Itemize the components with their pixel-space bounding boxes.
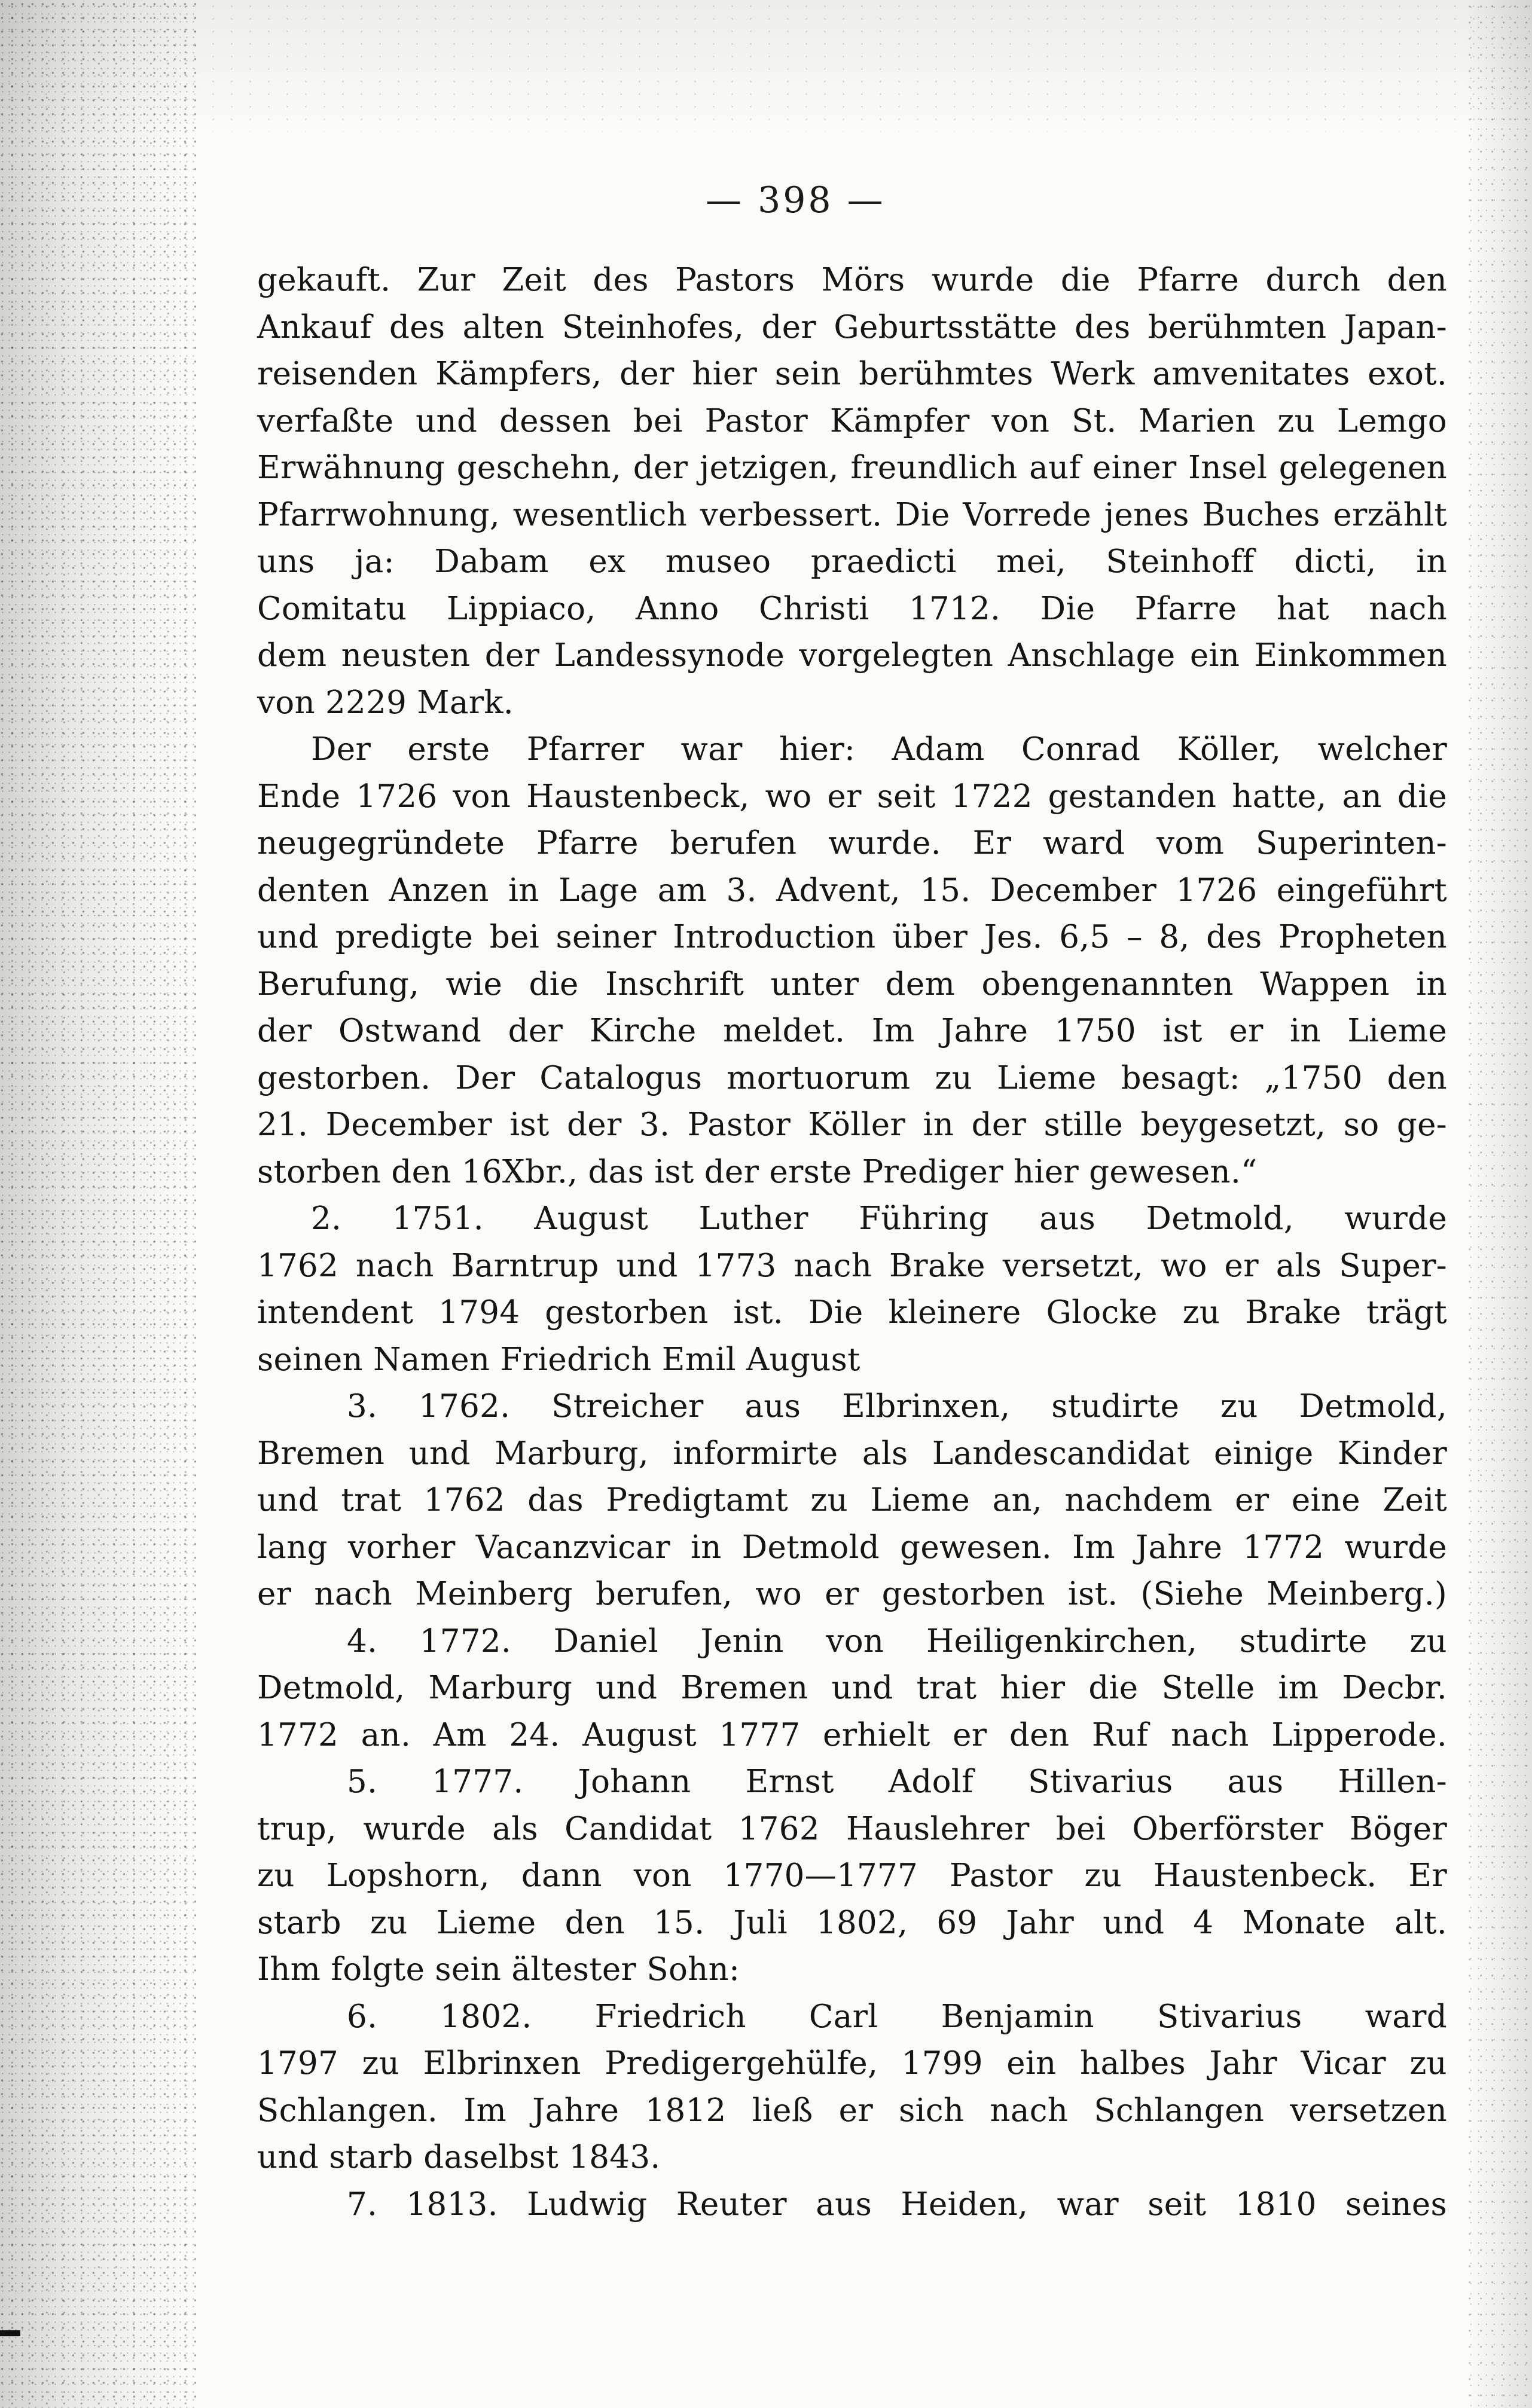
text-line: 1772 an. Am 24. August 1777 erhielt er den Ruf nach Lipperode. [257, 1716, 1447, 1753]
body-text [257, 257, 1447, 2228]
page-number-header: — 398 — [706, 179, 886, 221]
text-line: 6. 1802. Friedrich Carl Benjamin Stivarius ward [347, 1998, 1447, 2035]
scan-noise-top [0, 0, 1532, 132]
text-line: 4. 1772. Daniel Jenin von Heiligenkirchen, studirte zu [347, 1622, 1447, 1660]
text-line: und predigte bei seiner Introduction über Jes. 6,5 – 8, des Propheten [257, 919, 1447, 955]
text-line: reisenden Kämpfers, der hier sein berühmtes Werk amvenitates exot. [257, 356, 1447, 392]
scan-noise-right [1466, 0, 1532, 2408]
scan-corner-mark [0, 2330, 20, 2336]
text-line: Schlangen. Im Jahre 1812 ließ er sich nach Schlangen versetzen [257, 2092, 1447, 2129]
text-line: uns ja: Dabam ex museo praedicti mei, Steinhoff dicti, in [257, 543, 1447, 580]
text-line: der Ostwand der Kirche meldet. Im Jahre 1750 ist er in Lieme [257, 1013, 1447, 1049]
text-line: verfaßte und dessen bei Pastor Kämpfer von St. Marien zu Lemgo [257, 402, 1447, 439]
text-line: Detmold, Marburg und Bremen und trat hier die Stelle im Decbr. [257, 1670, 1447, 1706]
text-line: dem neusten der Landessynode vorgelegten Anschlage ein Einkommen [257, 637, 1447, 674]
text-line: Pfarrwohnung, wesentlich verbessert. Die Vorrede jenes Buches erzählt [257, 496, 1447, 533]
text-line: seinen Namen Friedrich Emil August [257, 1341, 860, 1378]
text-line: trup, wurde als Candidat 1762 Hauslehrer bei Oberförster Böger [257, 1810, 1447, 1847]
text-line: 5. 1777. Johann Ernst Adolf Stivarius aus Hillen- [347, 1764, 1447, 1800]
text-line: lang vorher Vacanzvicar in Detmold gewesen. Im Jahre 1772 wurde [257, 1529, 1447, 1566]
text-line: Der erste Pfarrer war hier: Adam Conrad Köller, welcher [311, 731, 1447, 768]
text-line: Ende 1726 von Haustenbeck, wo er seit 1722 gestanden hatte, an die [257, 778, 1447, 815]
text-line: Erwähnung geschehn, der jetzigen, freundlich auf einer Insel gelegenen [257, 450, 1447, 486]
text-line: Ihm folgte sein ältester Sohn: [257, 1951, 740, 1988]
text-line: Berufung, wie die Inschrift unter dem obengenannten Wappen in [257, 965, 1447, 1003]
text-line: gestorben. Der Catalogus mortuorum zu Lieme besagt: „1750 den [257, 1059, 1447, 1096]
text-line: und starb daselbst 1843. [257, 2139, 661, 2175]
text-line: 1797 zu Elbrinxen Predigergehülfe, 1799 ein halbes Jahr Vicar zu [257, 2045, 1447, 2082]
text-line: starb zu Lieme den 15. Juli 1802, 69 Jahr und 4 Monate alt. [257, 1904, 1447, 1941]
text-line: 7. 1813. Ludwig Reuter aus Heiden, war seit 1810 seines [347, 2186, 1447, 2223]
text-line: denten Anzen in Lage am 3. Advent, 15. December 1726 eingeführt [257, 872, 1447, 909]
text-line: und trat 1762 das Predigtamt zu Lieme an, nachdem er eine Zeit [257, 1482, 1447, 1518]
text-line: storben den 16Xbr., das ist der erste Prediger hier gewesen.“ [257, 1153, 1258, 1190]
text-line: er nach Meinberg berufen, wo er gestorben ist. (Siehe Meinberg.) [257, 1576, 1447, 1612]
text-line: neugegründete Pfarre berufen wurde. Er ward vom Superinten- [257, 825, 1447, 861]
text-line: zu Lopshorn, dann von 1770—1777 Pastor zu Haustenbeck. Er [257, 1857, 1447, 1894]
text-line: Comitatu Lippiaco, Anno Christi 1712. Die Pfarre hat nach [257, 590, 1447, 627]
text-line: 21. December ist der 3. Pastor Köller in der stille beygesetzt, so ge- [257, 1107, 1447, 1143]
text-line: 2. 1751. August Luther Führing aus Detmold, wurde [311, 1200, 1447, 1237]
text-line: gekauft. Zur Zeit des Pastors Mörs wurde die Pfarre durch den [257, 262, 1447, 298]
text-line: Bremen und Marburg, informirte als Landescandidat einige Kinder [257, 1435, 1447, 1472]
text-line: intendent 1794 gestorben ist. Die kleinere Glocke zu Brake trägt [257, 1294, 1447, 1331]
text-line: Ankauf des alten Steinhofes, der Geburtsstätte des berühmten Japan- [257, 308, 1447, 346]
text-line: von 2229 Mark. [257, 684, 514, 721]
scan-noise-left [0, 0, 197, 2408]
text-line: 1762 nach Barntrup und 1773 nach Brake versetzt, wo er als Super- [257, 1247, 1447, 1284]
text-line: 3. 1762. Streicher aus Elbrinxen, studirte zu Detmold, [347, 1388, 1447, 1425]
